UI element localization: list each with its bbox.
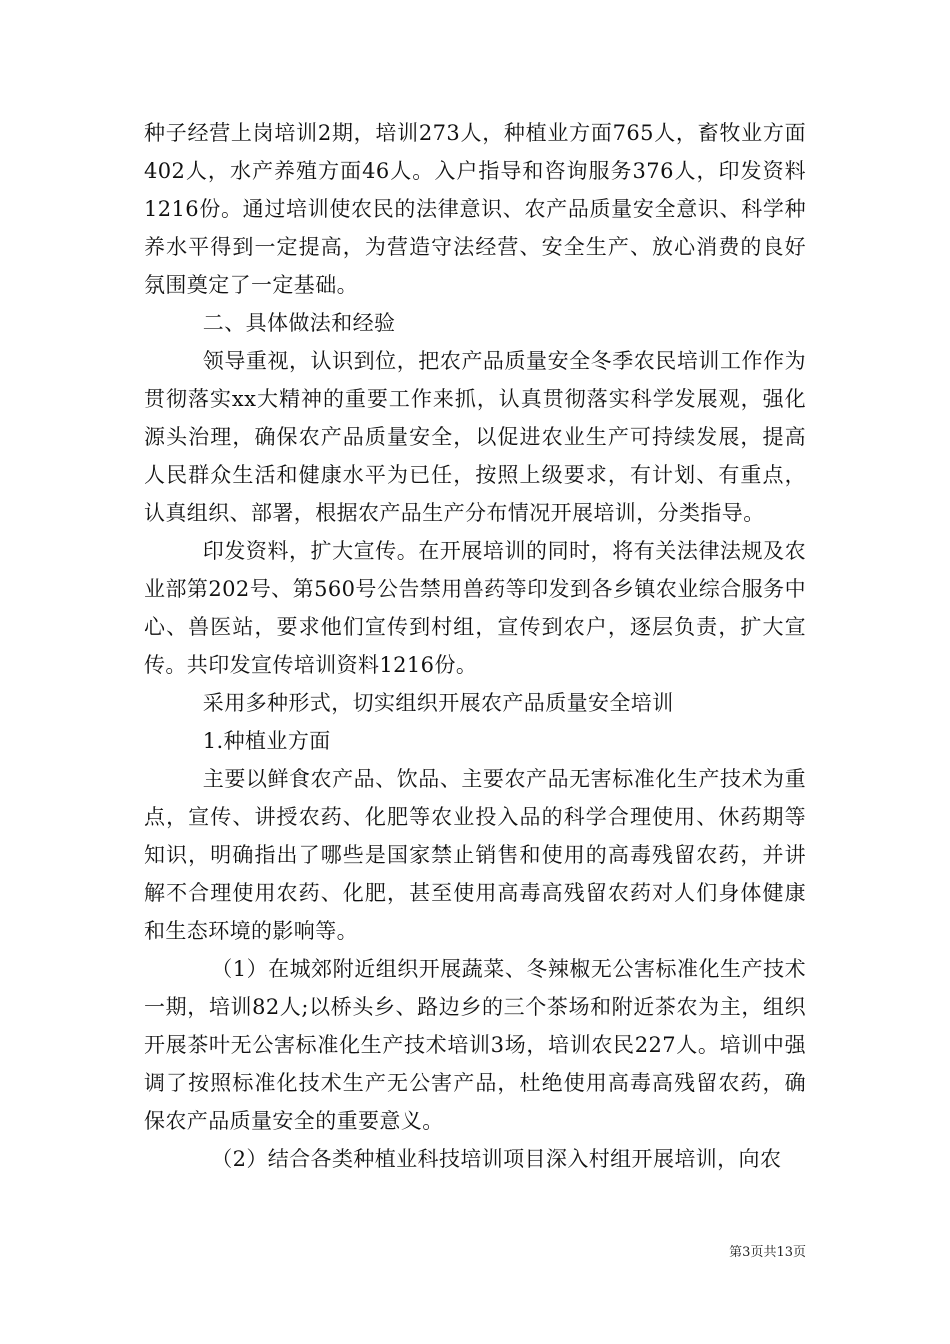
subheading-planting: 1.种植业方面 <box>202 729 331 753</box>
paragraph-training-forms: 采用多种形式，切实组织开展农产品质量安全培训 <box>202 691 674 715</box>
page-number: 第3页共13页 <box>729 1245 806 1260</box>
paragraph-planting-focus: 主要以鲜食农产品、饮品、主要农产品无害标准化生产技术为重点，宣传、讲授农药、化肥等农业投入品的科学合理使用、休药期等知识，明确指出了哪些是国家禁止销售和使用的高毒残留农药，并讲解不合理使用农药、化肥，甚至使用高毒高残留农药对人们身体健康和生态环境的影响等。 <box>144 767 806 943</box>
paragraph-item-2: （2）结合各类种植业科技培训项目深入村组开展培训，向农 <box>211 1147 782 1171</box>
section-heading-methods: 二、具体做法和经验 <box>202 311 396 335</box>
document-body <box>144 114 806 1178</box>
paragraph-leadership: 领导重视，认识到位，把农产品质量安全冬季农民培训工作作为贯彻落实xx大精神的重要工作来抓，认真贯彻落实科学发展观，强化源头治理，确保农产品质量安全，以促进农业生产可持续发展，提高人民群众生活和健康水平为已任，按照上级要求，有计划、有重点，认真组织、部署，根据农产品生产分布情况开展培训，分类指导。 <box>144 349 806 525</box>
paragraph-item-1: （1）在城郊附近组织开展蔬菜、冬辣椒无公害标准化生产技术一期，培训82人;以桥头乡、路边乡的三个茶场和附近茶农为主，组织开展茶叶无公害标准化生产技术培训3场，培训农民227人。培训中强调了按照标准化技术生产无公害产品，杜绝使用高毒高残留农药，确保农产品质量安全的重要意义。 <box>144 957 806 1133</box>
paragraph-publicity: 印发资料，扩大宣传。在开展培训的同时，将有关法律法规及农业部第202号、第560号公告禁用兽药等印发到各乡镇农业综合服务中心、兽医站，要求他们宣传到村组，宣传到农户，逐层负责，扩大宣传。共印发宣传培训资料1216份。 <box>144 539 806 677</box>
paragraph-training-stats: 种子经营上岗培训2期，培训273人，种植业方面765人，畜牧业方面402人，水产养殖方面46人。入户指导和咨询服务376人，印发资料1216份。通过培训使农民的法律意识、农产品质量安全意识、科学种养水平得到一定提高，为营造守法经营、安全生产、放心消费的良好氛围奠定了一定基础。 <box>144 121 806 297</box>
